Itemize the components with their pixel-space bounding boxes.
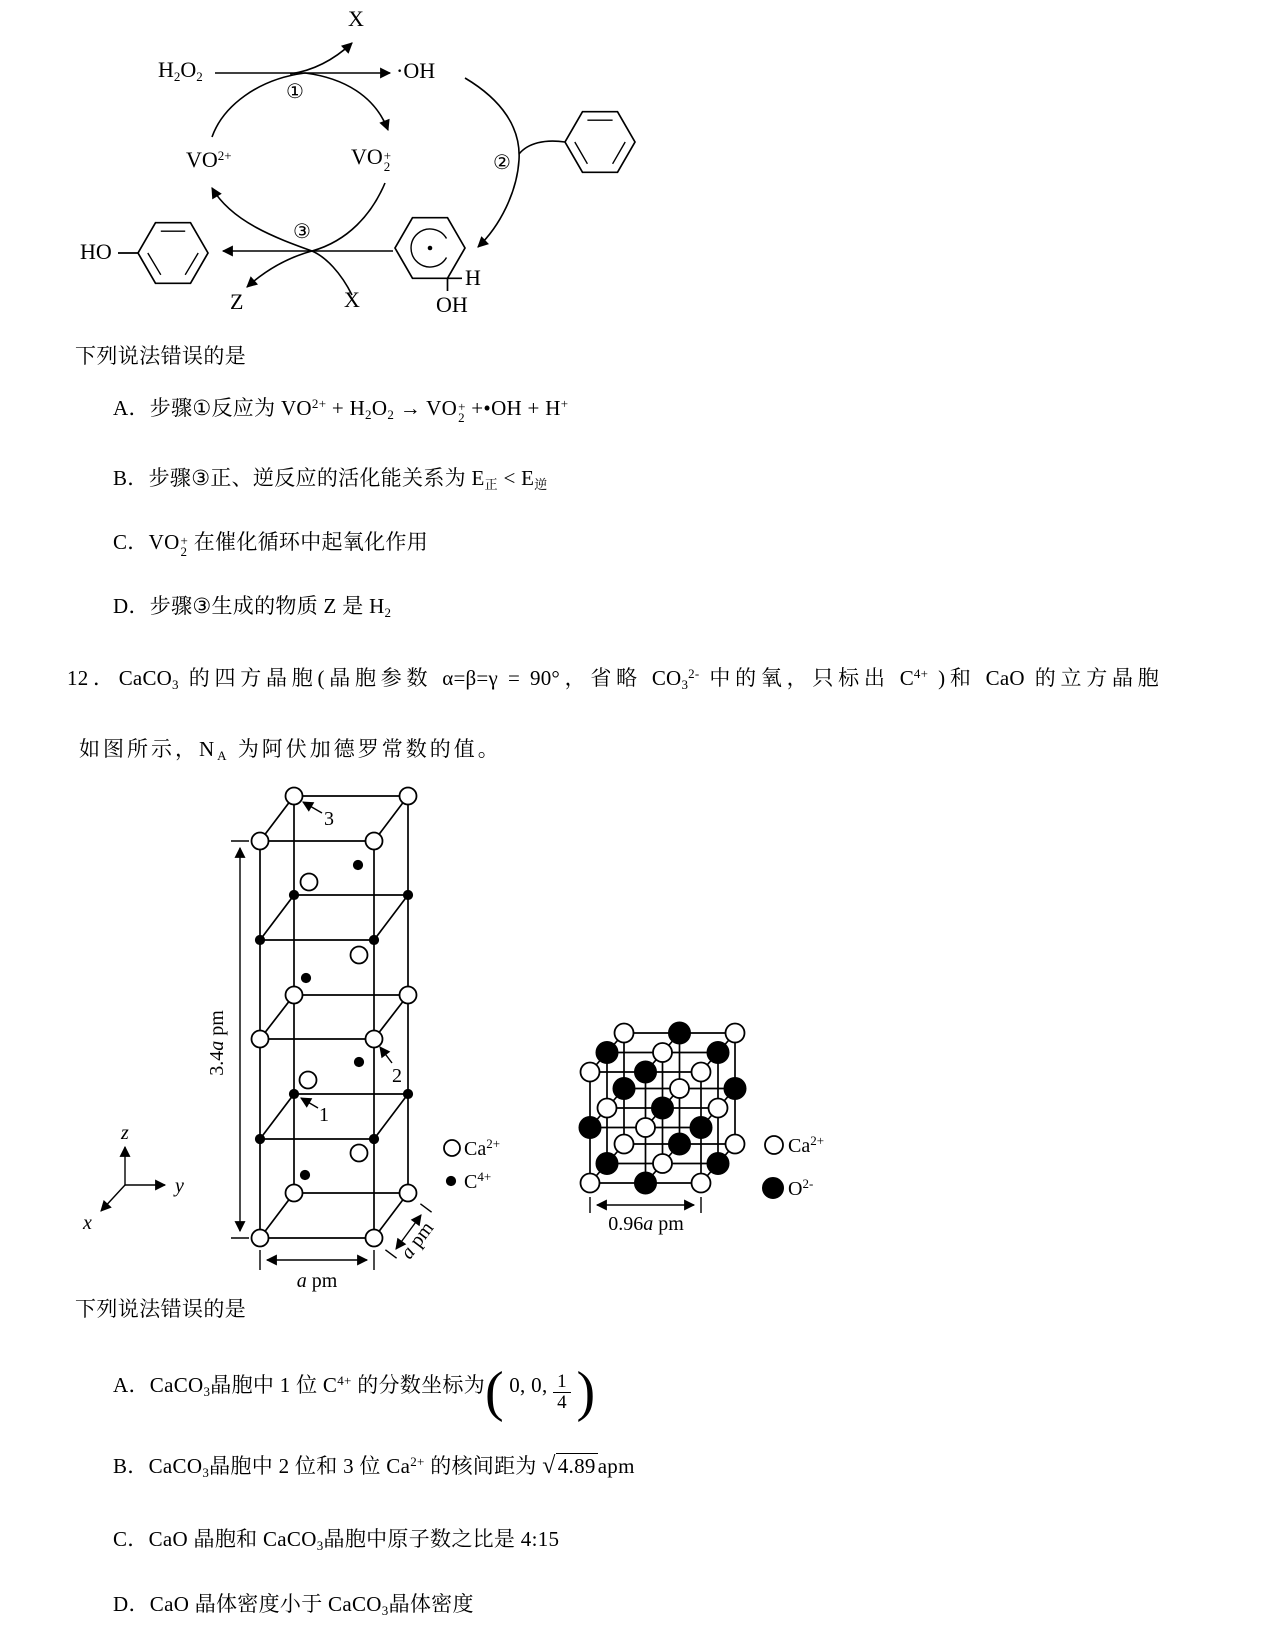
- cao-unit-cell: [579, 1022, 746, 1194]
- x-axis-label: x: [83, 1212, 92, 1234]
- cycle-arc-regeneration: [212, 188, 352, 295]
- ca-ion: [581, 1174, 600, 1193]
- ca-ion: [636, 1118, 655, 1137]
- label-h-intermediate: H: [465, 265, 481, 290]
- cao-legend: [763, 1133, 825, 1200]
- crystal-structures-figure: [60, 755, 850, 1300]
- cao-legend-o-label: $O^{2-}$: [788, 1176, 814, 1200]
- ca-ion: [581, 1063, 600, 1082]
- label-step1: ①: [286, 81, 304, 103]
- q12-option-a: A．CaCO$_3$晶胞中 1 位 $C^{4+}$ 的分数坐标为( 0, 0, $\frac{1}{4}$ ): [113, 1361, 596, 1423]
- o-ion: [613, 1078, 635, 1100]
- legend-ca-icon: [444, 1140, 460, 1156]
- ca-ion: [598, 1099, 617, 1118]
- radical-intermediate-ring: [395, 218, 465, 291]
- cycle-arc-right-down: [305, 73, 388, 130]
- label-ho-phenol: HO: [80, 239, 112, 264]
- phenol-ring: [118, 223, 208, 284]
- cao-legend-ca-icon: [765, 1136, 783, 1154]
- ca-ion: [709, 1099, 728, 1118]
- o-ion: [596, 1042, 618, 1064]
- o-ion: [690, 1117, 712, 1139]
- ca-ion: [726, 1024, 745, 1043]
- o-ion: [579, 1117, 601, 1139]
- label-z-product: Z: [230, 289, 244, 314]
- q12-stem2: 下列说法错误的是: [75, 1297, 247, 1321]
- o-ion: [707, 1042, 729, 1064]
- q12-stem-line1: 12．CaCO$_3$ 的四方晶胞(晶胞参数 α=β=γ = 90°，省略 $CO_3^{2-}$ 中的氧，只标出 $C^{4+}$ )和 CaO 的立方晶胞: [67, 666, 1159, 692]
- label-x-bottom: X: [344, 287, 360, 312]
- q12-option-c: C．CaO 晶胞和 CaCO$_3$晶胞中原子数之比是 4:15: [113, 1527, 560, 1553]
- q11-option-c: C．VO + 2 在催化循环中起氧化作用: [113, 530, 429, 559]
- caco3-unit-cell: [82, 788, 500, 1293]
- q11-option-b: B．步骤③正、逆反应的活化能关系为 $E_正 < E_逆$: [113, 466, 548, 492]
- site3-label: 3: [324, 808, 334, 830]
- o-ion: [652, 1097, 674, 1119]
- o-ion: [707, 1153, 729, 1175]
- cao-legend-ca-label: $Ca^{2+}$: [788, 1133, 825, 1157]
- depth-dimension-label: apm: [396, 1217, 439, 1264]
- q11-option-a: A．步骤①反应为 $VO^{2+} + H_2O_2$ → VO + 2 +•OH + H+: [113, 396, 569, 425]
- ca-ion: [653, 1043, 672, 1062]
- legend-c-label: $C^{4+}$: [464, 1169, 492, 1193]
- site1-arrow: [301, 1098, 318, 1108]
- caco3-legend: [444, 1136, 500, 1193]
- site1-label: 1: [319, 1104, 329, 1126]
- ca-ion: [615, 1024, 634, 1043]
- o-ion: [669, 1022, 691, 1044]
- y-axis-label: y: [175, 1175, 184, 1197]
- q12-option-b: B．CaCO$_3$晶胞中 2 位和 3 位 $Ca^{2+}$ 的核间距为 √4.89apm: [113, 1453, 635, 1480]
- ca-ion: [653, 1154, 672, 1173]
- o-ion: [669, 1133, 691, 1155]
- q11-option-d: D．步骤③生成的物质 Z 是 $H_2$: [113, 594, 392, 620]
- q11-stem: 下列说法错误的是: [75, 344, 247, 368]
- site2-label: 2: [392, 1065, 402, 1087]
- site2-arrow: [380, 1047, 392, 1063]
- label-oh-radical: ·OH: [396, 58, 436, 83]
- legend-ca-label: $Ca^{2+}$: [464, 1136, 501, 1160]
- height-dimension-label: 3.4apm: [206, 1010, 228, 1076]
- q12-option-d: D．CaO 晶体密度小于 CaCO$_3$晶体密度: [113, 1592, 474, 1618]
- label-oh-intermediate: OH: [436, 292, 468, 317]
- cao-width-dimension-label: 0.96a pm: [608, 1213, 684, 1235]
- width-dimension-label: a pm: [296, 1270, 338, 1292]
- arrow-to-x-top: [290, 43, 352, 74]
- label-h2o2: $H_2O_2$: [158, 57, 203, 84]
- ca-ion: [615, 1135, 634, 1154]
- cao-legend-o-icon: [763, 1178, 784, 1199]
- benzene-connector: [519, 141, 565, 154]
- cao-dimension: [590, 1197, 701, 1235]
- cycle-arc-to-z: [247, 183, 385, 287]
- ca-ion: [692, 1174, 711, 1193]
- ca-ion: [726, 1135, 745, 1154]
- o-ion: [635, 1061, 657, 1083]
- q12-stem-line2: 如图所示，$N_A$ 为阿伏加德罗常数的值。: [79, 737, 502, 763]
- ca-ion: [692, 1063, 711, 1082]
- site3-arrow: [303, 802, 322, 813]
- benzene-ring: [565, 112, 635, 173]
- ca-ion: [670, 1079, 689, 1098]
- catalytic-cycle-diagram: [60, 0, 720, 335]
- label-vo2plus-right: VO + 2: [351, 144, 392, 174]
- label-step3: ③: [293, 221, 311, 243]
- o-ion: [724, 1078, 746, 1100]
- label-vo2plus-left: $VO^{2+}$: [186, 147, 232, 172]
- label-x-top: X: [348, 6, 364, 31]
- o-ion: [596, 1153, 618, 1175]
- label-step2: ②: [493, 152, 511, 174]
- coordinate-axes: [82, 1122, 184, 1234]
- z-axis-label: z: [121, 1122, 129, 1144]
- o-ion: [635, 1172, 657, 1194]
- legend-c-icon: [446, 1176, 455, 1185]
